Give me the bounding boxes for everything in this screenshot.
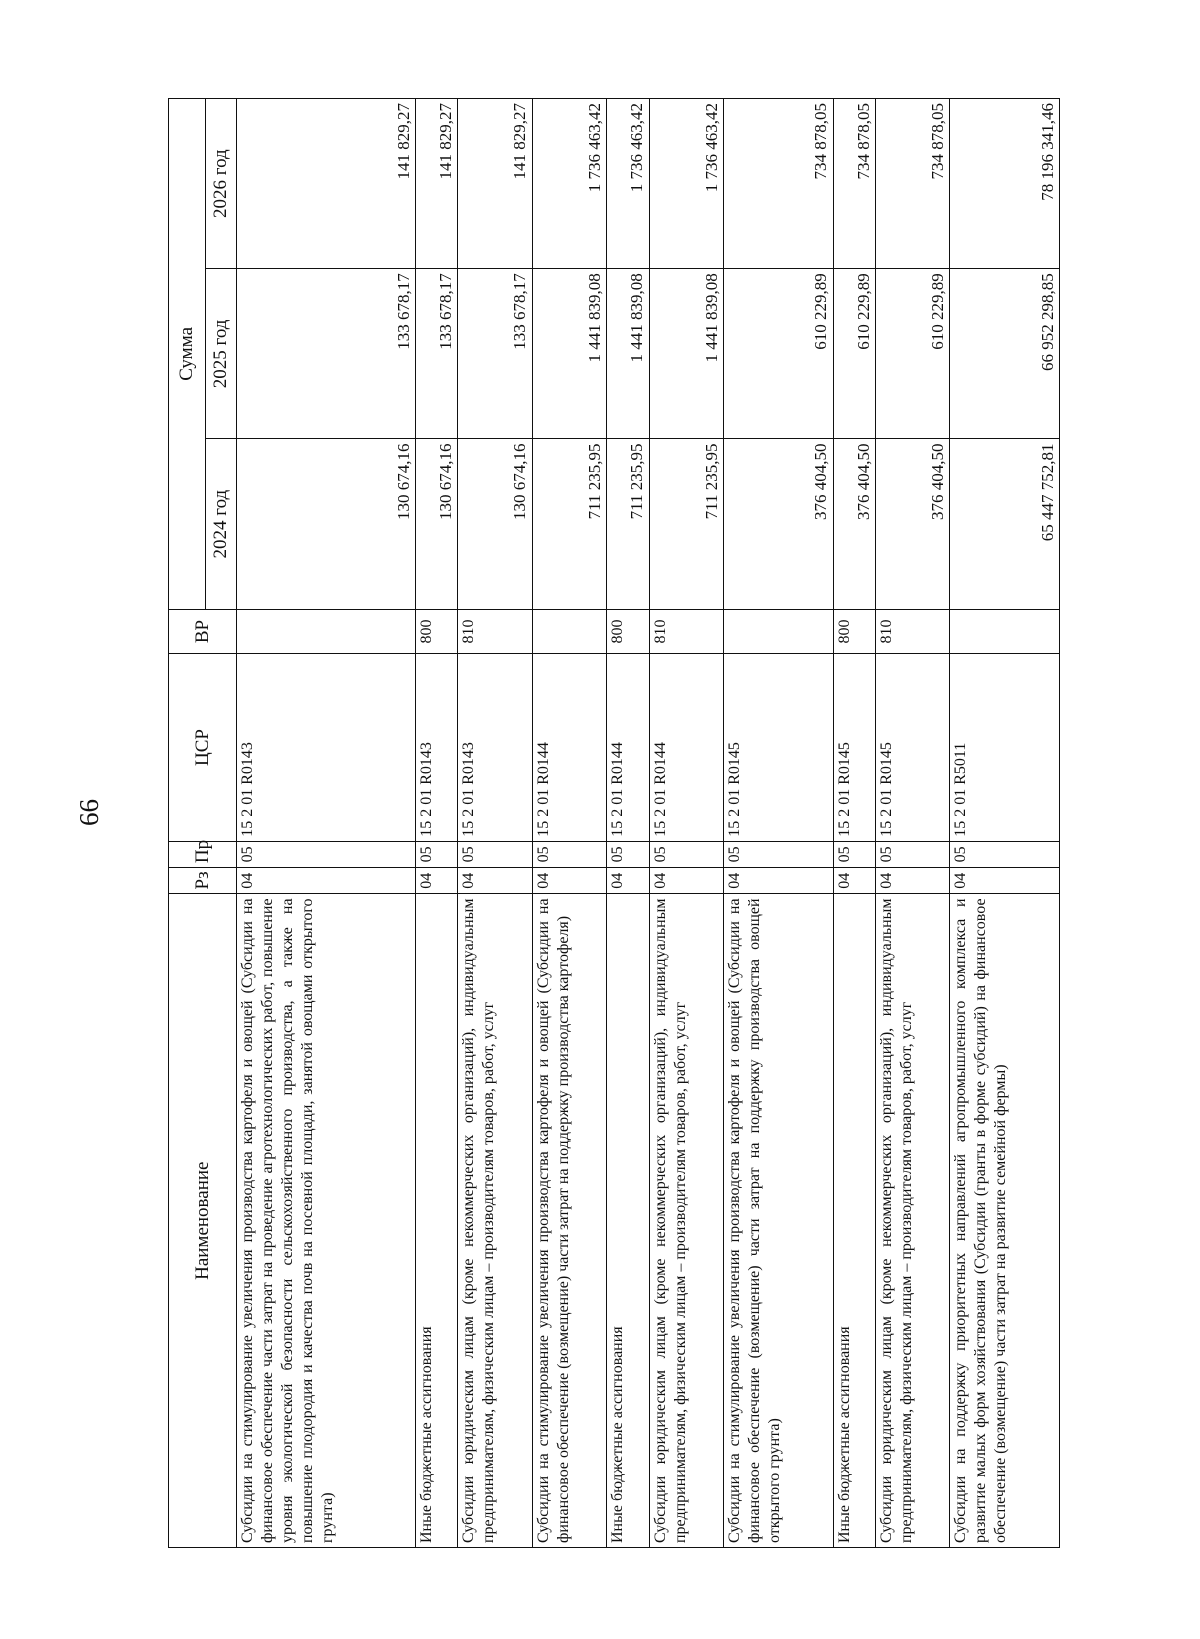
cell-rz: 04 (833, 868, 875, 894)
table-row (875, 99, 950, 1548)
header-name: Наименование (169, 894, 237, 1548)
cell-y2024: 376 404,50 (875, 439, 950, 609)
cell-y2024: 711 235,95 (607, 439, 649, 609)
cell-csr: 15 2 01 R0144 (532, 654, 607, 841)
cell-y2024: 711 235,95 (649, 439, 724, 609)
cell-y2025: 1 441 839,08 (649, 269, 724, 439)
cell-csr: 15 2 01 R5011 (950, 654, 1060, 841)
cell-pr: 05 (875, 841, 950, 867)
cell-y2024: 65 447 752,81 (950, 439, 1060, 609)
cell-vr: 800 (415, 609, 457, 654)
cell-y2024: 130 674,16 (415, 439, 457, 609)
table-row (458, 99, 533, 1548)
cell-csr: 15 2 01 R0143 (458, 654, 533, 841)
cell-y2024: 711 235,95 (532, 439, 607, 609)
header-vr: ВР (169, 609, 237, 654)
cell-y2025: 610 229,89 (724, 269, 833, 439)
cell-vr: 810 (649, 609, 724, 654)
cell-rz: 04 (950, 868, 1060, 894)
cell-y2026: 1 736 463,42 (607, 99, 649, 269)
cell-pr: 05 (532, 841, 607, 867)
cell-y2025: 610 229,89 (833, 269, 875, 439)
cell-rz: 04 (607, 868, 649, 894)
table-row (237, 99, 416, 1548)
cell-y2025: 66 952 298,85 (950, 269, 1060, 439)
cell-y2026: 734 878,05 (724, 99, 833, 269)
table-row (649, 99, 724, 1548)
cell-csr: 15 2 01 R0145 (833, 654, 875, 841)
rotated-table-container (168, 98, 1060, 1548)
header-sum: Сумма (169, 99, 206, 610)
cell-name: Субсидии юридическим лицам (кроме некоммерческих организаций), индивидуальным предпринимателям, физическим лицам – производителям товаров, работ, услуг (649, 894, 724, 1548)
cell-y2025: 1 441 839,08 (532, 269, 607, 439)
table-body (237, 99, 1060, 1548)
cell-csr: 15 2 01 R0145 (875, 654, 950, 841)
table-row (833, 99, 875, 1548)
cell-y2026: 734 878,05 (833, 99, 875, 269)
header-2025: 2025 год (206, 269, 237, 439)
cell-name: Иные бюджетные ассигнования (415, 894, 457, 1548)
cell-csr: 15 2 01 R0145 (724, 654, 833, 841)
cell-vr (237, 609, 416, 654)
cell-rz: 04 (875, 868, 950, 894)
budget-table (168, 98, 1060, 1548)
cell-rz: 04 (458, 868, 533, 894)
cell-rz: 04 (649, 868, 724, 894)
cell-y2026: 141 829,27 (415, 99, 457, 269)
header-2026: 2026 год (206, 99, 237, 269)
header-pr: Пр (169, 841, 237, 867)
cell-vr (724, 609, 833, 654)
cell-y2025: 610 229,89 (875, 269, 950, 439)
cell-y2025: 133 678,17 (237, 269, 416, 439)
cell-y2026: 1 736 463,42 (649, 99, 724, 269)
cell-name: Субсидии юридическим лицам (кроме некоммерческих организаций), индивидуальным предпринимателям, физическим лицам – производителям товаров, работ, услуг (875, 894, 950, 1548)
table-row (950, 99, 1060, 1548)
cell-vr: 810 (875, 609, 950, 654)
cell-vr (950, 609, 1060, 654)
cell-pr: 05 (724, 841, 833, 867)
cell-vr: 800 (607, 609, 649, 654)
cell-y2024: 376 404,50 (724, 439, 833, 609)
cell-name: Субсидии на поддержку приоритетных направлений агропромышленного комплекса и развитие малых форм хозяйствования (Субсидии (гранты в форме субсидий) на финансовое обеспечение (возмещение) части затрат на развитие семейной фермы) (950, 894, 1060, 1548)
cell-csr: 15 2 01 R0143 (415, 654, 457, 841)
cell-rz: 04 (415, 868, 457, 894)
cell-name: Субсидии на стимулирование увеличения производства картофеля и овощей (Субсидии на финансовое обеспечение (возмещение) части затрат на поддержку производства картофеля) (532, 894, 607, 1548)
cell-pr: 05 (649, 841, 724, 867)
cell-csr: 15 2 01 R0144 (649, 654, 724, 841)
header-2024: 2024 год (206, 439, 237, 609)
cell-pr: 05 (458, 841, 533, 867)
cell-y2025: 133 678,17 (415, 269, 457, 439)
cell-y2026: 734 878,05 (875, 99, 950, 269)
cell-y2026: 141 829,27 (237, 99, 416, 269)
cell-rz: 04 (532, 868, 607, 894)
header-rz: Рз (169, 868, 237, 894)
cell-pr: 05 (415, 841, 457, 867)
cell-name: Субсидии на стимулирование увеличения производства картофеля и овощей (Субсидии на финансовое обеспечение (возмещение) части затрат на поддержку производства овощей открытого грунта) (724, 894, 833, 1548)
cell-name: Иные бюджетные ассигнования (833, 894, 875, 1548)
cell-rz: 04 (237, 868, 416, 894)
cell-csr: 15 2 01 R0144 (607, 654, 649, 841)
table-row (724, 99, 833, 1548)
cell-y2026: 1 736 463,42 (532, 99, 607, 269)
cell-vr (532, 609, 607, 654)
cell-y2024: 130 674,16 (237, 439, 416, 609)
cell-name: Субсидии юридическим лицам (кроме некоммерческих организаций), индивидуальным предпринимателям, физическим лицам – производителям товаров, работ, услуг (458, 894, 533, 1548)
cell-pr: 05 (833, 841, 875, 867)
cell-name: Иные бюджетные ассигнования (607, 894, 649, 1548)
cell-y2024: 376 404,50 (833, 439, 875, 609)
cell-csr: 15 2 01 R0143 (237, 654, 416, 841)
cell-pr: 05 (607, 841, 649, 867)
table-row (607, 99, 649, 1548)
cell-y2026: 78 196 341,46 (950, 99, 1060, 269)
header-csr: ЦСР (169, 654, 237, 841)
cell-rz: 04 (724, 868, 833, 894)
cell-y2024: 130 674,16 (458, 439, 533, 609)
cell-y2025: 1 441 839,08 (607, 269, 649, 439)
table-row (415, 99, 457, 1548)
cell-pr: 05 (237, 841, 416, 867)
table-row (532, 99, 607, 1548)
cell-y2025: 133 678,17 (458, 269, 533, 439)
cell-y2026: 141 829,27 (458, 99, 533, 269)
cell-pr: 05 (950, 841, 1060, 867)
page-number: 66 (74, 799, 104, 826)
cell-vr: 810 (458, 609, 533, 654)
cell-vr: 800 (833, 609, 875, 654)
cell-name: Субсидии на стимулирование увеличения производства картофеля и овощей (Субсидии на финансовое обеспечение части затрат на проведение агротехнологических работ, повышение уровня экологической безопасности сельскохозяйственного производства, а также на повышение плодородия и качества почв на посевной площади, занятой овощами открытого грунта) (237, 894, 416, 1548)
